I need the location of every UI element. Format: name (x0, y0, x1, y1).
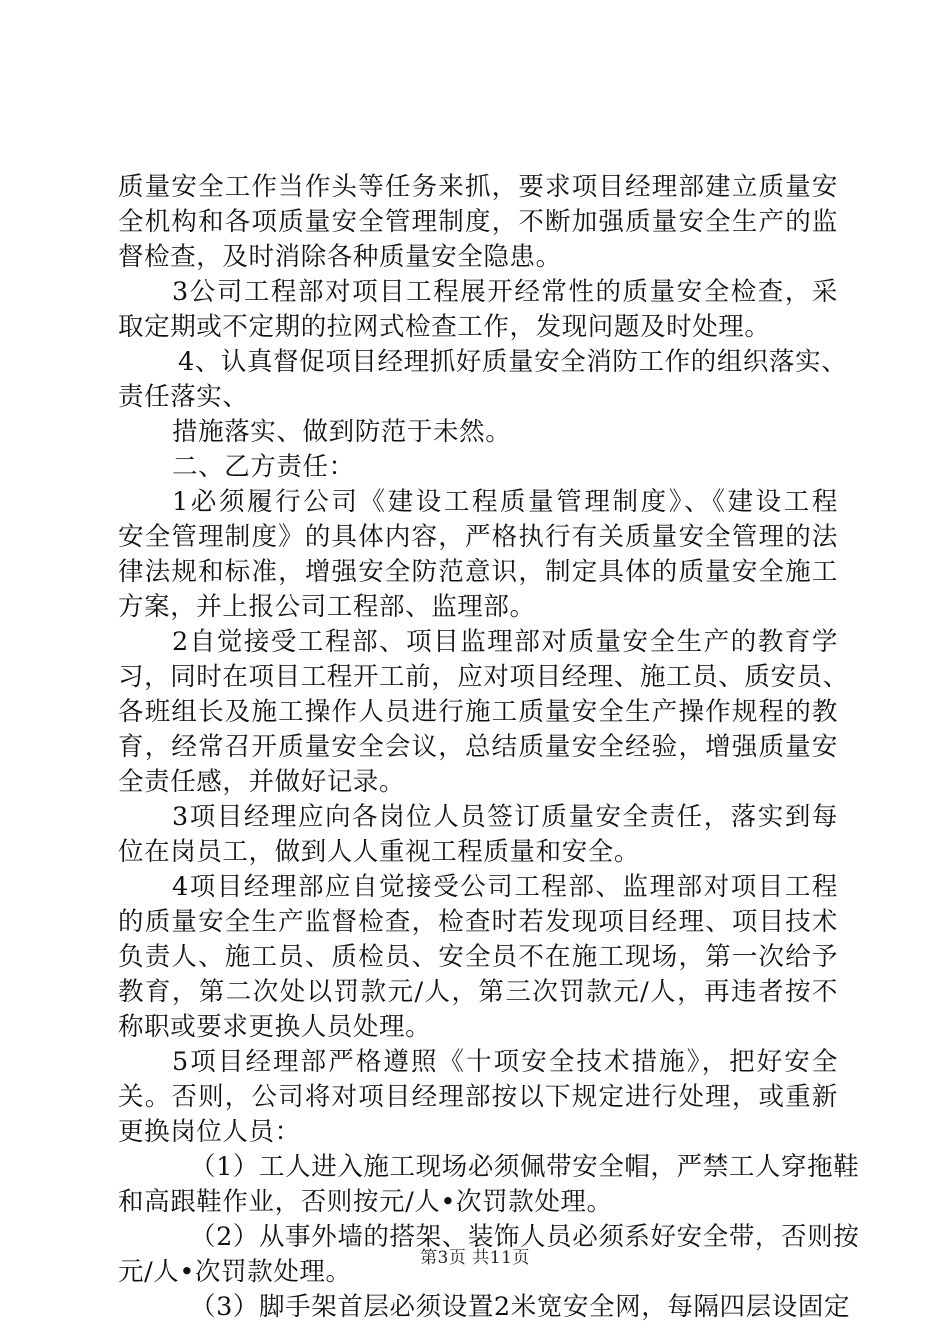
text-line: 1必须履行公司《建设工程质量管理制度》、《建设工程 (172, 487, 838, 517)
text-line: 措施落实、做到防范于未然。 (172, 417, 512, 447)
text-line: （3）脚手架首层必须设置2米宽安全网，每隔四层设固定 (190, 1292, 851, 1322)
text-line: 质量安全工作当作头等任务来抓，要求项目经理部建立质量安 (118, 172, 838, 202)
text-line: 3公司工程部对项目工程展开经常性的质量安全检查，采 (172, 277, 838, 307)
section-heading: 二、乙方责任： (172, 452, 355, 482)
text-line: 位在岗员工，做到人人重视工程质量和安全。 (118, 837, 641, 867)
text-line: 安全管理制度》的具体内容，严格执行有关质量安全管理的法 (118, 522, 838, 552)
text-line: （2）从事外墙的搭架、装饰人员必须系好安全带，否则按 (190, 1222, 860, 1252)
page-footer: 第3页 共11页 (420, 1248, 530, 1268)
body-text (118, 170, 860, 1325)
text-line: 习，同时在项目工程开工前，应对项目经理、施工员、质安员、 (118, 662, 849, 692)
text-line: 称职或要求更换人员处理。 (118, 1012, 432, 1042)
text-line: 和高跟鞋作业，否则按元/人•次罚款处理。 (118, 1187, 613, 1217)
text-line: 元/人•次罚款处理。 (118, 1257, 352, 1287)
text-line: 4项目经理部应自觉接受公司工程部、监理部对项目工程 (172, 872, 838, 902)
text-line: 的质量安全生产监督检查，检查时若发现项目经理、项目技术 (118, 907, 838, 937)
text-line: 5项目经理部严格遵照《十项安全技术措施》，把好安全 (172, 1047, 838, 1077)
text-line: 各班组长及施工操作人员进行施工质量安全生产操作规程的教 (118, 697, 838, 727)
text-line: 育，经常召开质量安全会议，总结质量安全经验，增强质量安 (118, 732, 838, 762)
text-line: 4、认真督促项目经理抓好质量安全消防工作的组织落实、 (178, 347, 848, 377)
text-line: 关。否则，公司将对项目经理部按以下规定进行处理，或重新 (118, 1082, 838, 1112)
text-line: 督检查，及时消除各种质量安全隐患。 (118, 242, 562, 272)
text-line: 全责任感，并做好记录。 (118, 767, 406, 797)
text-line: 取定期或不定期的拉网式检查工作，发现问题及时处理。 (118, 312, 771, 342)
text-line: 3项目经理应向各岗位人员签订质量安全责任，落实到每 (172, 802, 838, 832)
text-line: 教育，第二次处以罚款元/人，第三次罚款元/人，再违者按不 (118, 977, 838, 1007)
text-line: 更换岗位人员： (118, 1117, 301, 1147)
text-line: （1）工人进入施工现场必须佩带安全帽，严禁工人穿拖鞋 (190, 1152, 860, 1182)
text-line: 负责人、施工员、质检员、安全员不在施工现场，第一次给予 (118, 942, 838, 972)
text-line: 律法规和标准，增强安全防范意识，制定具体的质量安全施工 (118, 557, 838, 587)
text-line: 责任落实、 (118, 382, 249, 412)
text-line: 方案，并上报公司工程部、监理部。 (118, 592, 536, 622)
text-line: 全机构和各项质量安全管理制度，不断加强质量安全生产的监 (118, 207, 838, 237)
text-line: 2自觉接受工程部、项目监理部对质量安全生产的教育学 (172, 627, 838, 657)
